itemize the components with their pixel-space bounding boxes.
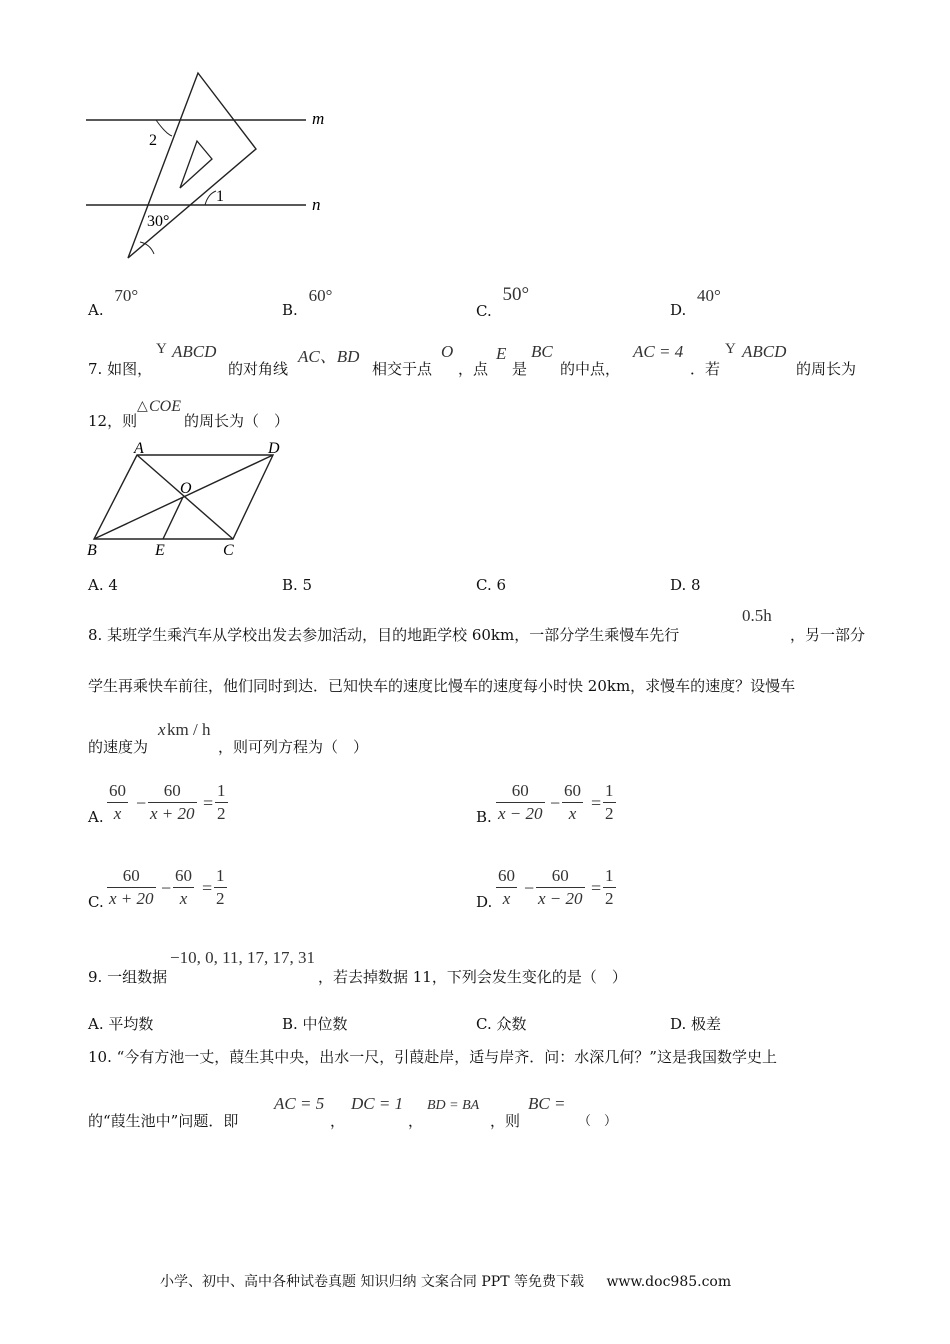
numerator: 60 (496, 865, 517, 888)
point-label-c: C (223, 542, 234, 559)
math-coe: COE (149, 398, 181, 415)
point-label-e: E (155, 542, 165, 559)
label-2: 2 (149, 132, 157, 149)
q8-text: ，另一部分 (790, 626, 866, 644)
q7-text: 12，则 (88, 412, 138, 430)
footer-url[interactable]: www.doc985.com (606, 1274, 732, 1290)
q7-option-d[interactable]: D. 8 (670, 576, 701, 594)
denominator: x + 20 (150, 804, 195, 823)
denominator: x − 20 (498, 804, 543, 823)
q8-text: 的速度为 (88, 738, 149, 756)
angle-1-arc (205, 191, 216, 205)
fraction (496, 780, 545, 825)
q7-text: 的周长为（ ） (184, 412, 290, 430)
diagonal-bd (94, 455, 273, 539)
math-0-5h: 0.5h (742, 606, 772, 625)
minus-sign: − (136, 793, 147, 813)
math-abcd: ABCD (742, 342, 787, 361)
q7-option-c[interactable]: C. 6 (476, 576, 507, 594)
q9-option-c[interactable]: C. 众数 (476, 1015, 527, 1033)
q6-option-c[interactable] (476, 284, 530, 320)
fraction (107, 780, 128, 825)
q8-text-line1: 8. 某班学生乘汽车从学校出发去参加活动，目的地距学校 60km，一部分学生乘慢车先行 (88, 626, 680, 644)
math-ac-4: AC = 4 (633, 342, 684, 361)
triangle-symbol: △ (137, 399, 148, 414)
fraction (603, 780, 616, 825)
q6-option-d[interactable] (670, 286, 721, 319)
q10-text: ， (408, 1112, 424, 1130)
denominator: x (179, 889, 188, 908)
math-x: x (158, 720, 166, 739)
q10-answer-paren: （ ） (578, 1114, 618, 1129)
numerator: 1 (214, 865, 227, 888)
q10-text-line1: 10. “今有方池一丈，葭生其中央，出水一尺，引葭赴岸，适与岸齐．问：水深几何？”这是我国数学史上 (88, 1048, 777, 1066)
option-letter: A. (88, 301, 104, 319)
denominator: 2 (216, 889, 225, 908)
option-letter: D. (476, 893, 493, 911)
point-label-b: B (87, 542, 97, 559)
option-letter: A. (88, 808, 104, 826)
label-1: 1 (216, 188, 224, 205)
numerator: 1 (603, 780, 616, 803)
option-letter: B. (476, 808, 492, 826)
angle-2-arc (156, 120, 172, 136)
minus-sign: − (550, 793, 561, 813)
option-value: 60° (308, 286, 333, 305)
denominator: x + 20 (109, 889, 154, 908)
numerator: 60 (107, 865, 156, 888)
math-bc: BC (531, 342, 553, 361)
angle-30-arc (140, 242, 154, 254)
math-abcd: ABCD (172, 342, 217, 361)
numerator: 60 (173, 865, 194, 888)
parallelogram-symbol: Y (725, 341, 736, 357)
q8-text-line2: 学生再乘快车前往，他们同时到达．已知快车的速度比慢车的速度每小时快 20km，求慢车的速度？设慢车 (88, 677, 796, 695)
label-m: m (312, 109, 325, 128)
numerator: 60 (496, 780, 545, 803)
option-value: 70° (114, 286, 139, 305)
fraction (536, 865, 585, 910)
fraction (214, 865, 227, 910)
denominator: x (568, 804, 577, 823)
triangle-hole (180, 141, 212, 188)
fraction (603, 865, 616, 910)
equals-sign: = (203, 793, 214, 813)
q7-option-a[interactable]: A. 4 (88, 576, 118, 594)
minus-sign: − (524, 878, 535, 898)
q6-option-b[interactable] (282, 286, 333, 319)
math-ac-bd: AC、BD (298, 347, 360, 366)
numerator: 1 (603, 865, 616, 888)
footer-text: 小学、初中、高中各种试卷真题 知识归纳 文案合同 PPT 等免费下载 (160, 1274, 584, 1290)
numerator: 60 (536, 865, 585, 888)
option-letter: C. (476, 302, 492, 320)
point-label-d: D (268, 440, 280, 457)
q8-text: ，则可列方程为（ ） (218, 738, 369, 756)
q10-text: ， (330, 1112, 346, 1130)
q7-option-b[interactable]: B. 5 (282, 576, 313, 594)
q10-text: ，则 (490, 1112, 521, 1130)
q6-option-a[interactable] (88, 286, 139, 319)
denominator: x − 20 (538, 889, 583, 908)
option-letter: C. (88, 893, 104, 911)
option-letter: B. (282, 301, 298, 319)
fraction (107, 865, 156, 910)
numerator: 60 (148, 780, 197, 803)
q7-figure (80, 436, 300, 561)
point-label-a: A (134, 440, 144, 457)
page-footer (160, 1271, 731, 1291)
triangle-ruler (128, 73, 256, 258)
numerator: 1 (215, 780, 228, 803)
fraction (173, 865, 194, 910)
q10-text: 的“葭生池中”问题．即 (88, 1112, 239, 1130)
q9-option-b[interactable]: B. 中位数 (282, 1015, 348, 1033)
math-data-set: −10, 0, 11, 17, 17, 31 (170, 948, 315, 967)
math-bd-ba: BD = BA (427, 1098, 480, 1113)
math-dc-1: DC = 1 (351, 1094, 404, 1113)
option-value: 40° (697, 286, 721, 305)
q7-text: 的周长为 (796, 360, 857, 378)
denominator: 2 (605, 804, 614, 823)
q7-text: 的对角线 (228, 360, 289, 378)
equals-sign: = (591, 793, 602, 813)
q7-text: 7. 如图， (88, 360, 153, 378)
math-bc-eq: BC = (528, 1094, 566, 1113)
q9-text: 9. 一组数据 (88, 968, 168, 986)
numerator: 60 (107, 780, 128, 803)
q7-text: ，点 (458, 360, 489, 378)
point-label-o: O (180, 480, 192, 497)
denominator: 2 (217, 804, 226, 823)
math-ac-5: AC = 5 (274, 1094, 325, 1113)
segment-oe (163, 497, 183, 539)
fraction (562, 780, 583, 825)
fraction (496, 865, 517, 910)
numerator: 60 (562, 780, 583, 803)
option-value: 50° (502, 284, 530, 305)
option-letter: D. (670, 301, 687, 319)
q6-figure (80, 66, 340, 266)
q7-text: ．若 (690, 360, 721, 378)
math-e: E (496, 344, 507, 363)
q9-option-d[interactable]: D. 极差 (670, 1015, 722, 1033)
label-30: 30° (147, 213, 170, 230)
denominator: x (113, 804, 122, 823)
q7-text: 的中点， (560, 360, 621, 378)
q7-text: 是 (512, 360, 528, 378)
denominator: x (502, 889, 511, 908)
minus-sign: − (161, 878, 172, 898)
label-n: n (312, 195, 321, 214)
denominator: 2 (605, 889, 614, 908)
q7-text: 相交于点 (372, 360, 433, 378)
q9-text: ，若去掉数据 11，下列会发生变化的是（ ） (318, 968, 627, 986)
equals-sign: = (591, 878, 602, 898)
math-o: O (441, 342, 454, 361)
q9-option-a[interactable]: A. 平均数 (88, 1015, 154, 1033)
equals-sign: = (202, 878, 213, 898)
parallelogram-symbol: Y (156, 341, 167, 357)
fraction (215, 780, 228, 825)
fraction (148, 780, 197, 825)
math-unit: km / h (167, 720, 211, 739)
